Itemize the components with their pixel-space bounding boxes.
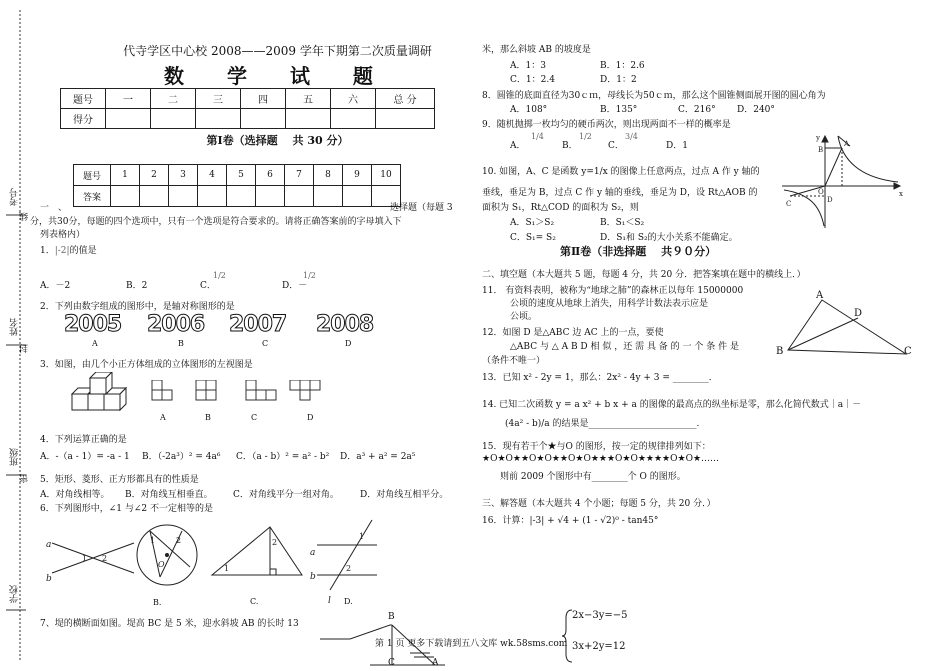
- answer-input-cell[interactable]: [111, 186, 140, 207]
- q2-logo-a: 2005: [64, 312, 122, 337]
- exam-subject: 数 学 试 题: [164, 64, 391, 88]
- part1-lead-d: 列表格内）: [40, 230, 86, 240]
- q1-option-b: B．2: [126, 281, 148, 291]
- q1-expr: |-2|: [54, 246, 70, 256]
- q3-label-a: A: [160, 413, 166, 422]
- label-mi: 密: [20, 474, 30, 483]
- score-cell: 三: [196, 89, 241, 109]
- q10-line1: 10. 如图，A、C 是函数 y=1/x 的图像上任意两点，过点 A 作 y 轴的: [482, 167, 760, 177]
- q15-line-b: ★O★O★★O★O★★O★O★★★O★O★★★★O★O★……: [482, 454, 720, 464]
- q10-option-c: C．S₁= S₂: [510, 233, 556, 243]
- svg-text:C: C: [786, 200, 792, 208]
- answer-cell: 6: [256, 165, 285, 186]
- part1-lead-a: 一 、: [40, 203, 68, 213]
- part1-lead-b: 选择题（每题 3: [390, 203, 453, 213]
- score-cell: 二: [151, 89, 196, 109]
- page-footer: 第 1 页 更多下载请到五八文库 wk.58sms.com: [375, 639, 568, 649]
- answer-cell: 8: [314, 165, 343, 186]
- q12-fig-d: D: [854, 308, 863, 319]
- svg-text:l: l: [328, 596, 331, 606]
- q5-option-c: C．对角线平分一组对角。: [233, 490, 339, 500]
- score-cell: 一: [106, 89, 151, 109]
- svg-text:O: O: [158, 560, 165, 569]
- answer-cell: 9: [343, 165, 372, 186]
- q8-option-c: C．216°: [678, 105, 716, 115]
- answer-table-answer-row: [74, 186, 401, 207]
- q5-option-d: D．对角线互相平分。: [360, 490, 449, 500]
- part1-lead-c: 分，共30分，每题的四个选项中，只有一个选项是符合要求的。请将正确答案前的字母填入下: [30, 217, 402, 227]
- q2-label-b: B: [178, 339, 184, 348]
- q7-option-d: D．1：2: [600, 75, 637, 85]
- q1-option-c-frac: 1/2: [213, 271, 226, 280]
- score-table-header-row: [61, 89, 435, 109]
- q7-fig-b: B: [388, 612, 395, 622]
- q1-stem: [40, 243, 97, 256]
- q14-line-a: 14. 已知二次函数 y = a x² + b x + a 的图像的最高点的纵坐标是零，那么化简代数式｜a｜－: [482, 400, 862, 410]
- q2-label-c: C: [262, 339, 269, 348]
- q1-option-d-frac: 1/2: [303, 271, 316, 280]
- svg-text:A: A: [844, 140, 850, 148]
- q2-logo-b: 2006: [147, 312, 205, 337]
- q6-figures: [42, 515, 382, 610]
- q16: 16．计算：|-3| + √4 + (1 - √2)⁰ - tan45°: [482, 516, 659, 526]
- q1-number: 1．: [40, 246, 55, 256]
- part3-lead: 三、解答题（本大题共 4 个小题；每题 5 分，共 20 分．）: [482, 499, 716, 509]
- equation-2: 3x+2y=12: [572, 641, 626, 652]
- q13: 13．已知 x² - 2y = 1，那么：2x² - 4y + 3 = ________．: [482, 373, 718, 383]
- q3-label-b: B: [205, 413, 211, 422]
- svg-text:a: a: [46, 540, 52, 550]
- q3-view-options: [150, 380, 370, 410]
- equation-1: 2x−3y=−5: [572, 610, 628, 621]
- svg-text:y: y: [816, 134, 820, 142]
- q12-line-c: （条件不唯一）: [482, 356, 546, 366]
- answer-input-cell[interactable]: [198, 186, 227, 207]
- answer-input-cell[interactable]: [314, 186, 343, 207]
- answer-input-cell[interactable]: [169, 186, 198, 207]
- q10-option-d: D．S₁和 S₂的大小关系不能确定。: [600, 233, 738, 243]
- score-input-cell[interactable]: [376, 109, 435, 129]
- q8-option-d: D．240°: [737, 105, 775, 115]
- q1-option-c: C．: [200, 281, 216, 291]
- label-xuexiao: 学校: [10, 585, 20, 603]
- q2-stem: 2．下列由数字组成的图形中，是轴对称图形的是: [40, 302, 235, 312]
- label-feng: 封: [20, 344, 30, 353]
- q8-stem: 8．圆锥的底面直径为30ｃｍ，母线长为50ｃｍ，那么这个圆锥侧面展开图的圆心角为: [482, 91, 826, 101]
- q10-hyperbola-figure: [780, 130, 908, 230]
- q2-label-a: A: [92, 339, 98, 348]
- svg-text:b: b: [46, 574, 52, 584]
- q9-option-d: D．1: [666, 141, 688, 151]
- part2-lead: 二、填空题（本大题共 5 题，每题 4 分，共 20 分．把答案填在题中的横线上．）: [482, 270, 806, 280]
- q4-option-d: D．a³ + a² = 2a⁵: [340, 452, 416, 462]
- answer-input-cell[interactable]: [285, 186, 314, 207]
- q7-option-b: B．1：2.6: [600, 61, 645, 71]
- q15-line-a: 15．现有若干个★与O 的图形，按一定的规律排列如下：: [482, 442, 711, 452]
- score-input-cell[interactable]: [196, 109, 241, 129]
- q10-option-b: B．S₁＜S₂: [600, 218, 645, 228]
- answer-input-cell[interactable]: [227, 186, 256, 207]
- q9-option-b-frac: 1/2: [579, 132, 592, 141]
- answer-cell: 3: [169, 165, 198, 186]
- svg-text:b: b: [310, 572, 316, 582]
- score-cell: 得分: [61, 109, 106, 129]
- section2-title: 第Ⅱ卷（非选择题 共９０分）: [560, 245, 717, 258]
- answer-cell: 4: [198, 165, 227, 186]
- q10-line2: 垂线，垂足为 B，过点 C 作 y 轴的垂线，垂足为 D，设 Rt△AOB 的: [482, 188, 758, 198]
- q12-line-b: △ABC 与 △ A B D 相 似 ，还 需 具 备 的 一 个 条 件 是: [510, 342, 739, 352]
- answer-table: [73, 164, 401, 207]
- q9-stem: 9．随机抛掷一枚均匀的硬币两次，则出现两面不一样的概率是: [482, 120, 731, 130]
- svg-text:1: 1: [82, 554, 88, 563]
- q5-stem: 5．矩形、菱形、正方形都具有的性质是: [40, 475, 199, 485]
- score-cell: 题号: [61, 89, 106, 109]
- score-cell: 六: [331, 89, 376, 109]
- section1-title: 第Ⅰ卷（选择题 共 30 分）: [206, 134, 349, 147]
- q2-label-d: D: [345, 339, 352, 348]
- q9-option-a-frac: 1/4: [531, 132, 544, 141]
- q9-option-c: C．: [608, 141, 624, 151]
- score-input-cell[interactable]: [286, 109, 331, 129]
- answer-table-number-row: [74, 165, 401, 186]
- q10-line3: 面积为 S₁，Rt△COD 的面积为 S₂，则: [482, 203, 639, 213]
- svg-text:1: 1: [359, 532, 365, 541]
- svg-text:2: 2: [102, 554, 108, 563]
- score-table-score-row: [61, 109, 435, 129]
- q7-option-a: A．1：3: [510, 61, 546, 71]
- q6-stem: 6．下列图形中，∠1 与∠2 不一定相等的是: [40, 504, 213, 514]
- q3-label-d: D: [307, 413, 314, 422]
- answer-cell: 2: [140, 165, 169, 186]
- answer-input-cell[interactable]: [140, 186, 169, 207]
- svg-text:O: O: [818, 188, 824, 196]
- q12-triangle-figure: [780, 292, 920, 364]
- q11-line-a: 11． 有资料表明，被称为“地球之肺”的森林正以每年 15000000: [482, 286, 744, 296]
- q12-fig-c: C: [904, 346, 912, 357]
- answer-cell: 5: [227, 165, 256, 186]
- q3-label-c: C: [251, 413, 258, 422]
- label-xingming: 姓名: [10, 318, 20, 336]
- label-banji: 班级: [10, 448, 20, 466]
- q5-option-b: B．对角线互相垂直。: [125, 490, 213, 500]
- answer-input-cell[interactable]: [343, 186, 372, 207]
- q14-line-b: (4a² - b)/a 的结果是________________________.: [505, 419, 700, 429]
- q12-fig-a: A: [816, 290, 824, 301]
- q6-label-c: C.: [250, 597, 259, 606]
- q8-option-b: B．135°: [600, 105, 638, 115]
- q4-option-a: A．-（a - 1）= -a - 1: [40, 452, 130, 462]
- q11-line-c: 公顷。: [510, 312, 538, 322]
- q9-option-b: B．: [562, 141, 578, 151]
- svg-text:x: x: [899, 190, 903, 198]
- q9-option-a: A．: [510, 141, 526, 151]
- svg-text:a: a: [310, 548, 316, 558]
- answer-cell: 题号: [74, 165, 111, 186]
- q11-line-b: 公顷的速度从地球上消失，用科学计数法表示应是: [510, 299, 709, 309]
- svg-text:B: B: [818, 146, 824, 154]
- q2-logo-c: 2007: [229, 312, 287, 337]
- answer-cell: 10: [372, 165, 401, 186]
- q7-fig-a: A: [432, 658, 439, 668]
- q15-line-c: 则前 2009 个图形中有________个 O 的图形。: [500, 472, 686, 482]
- answer-cell: 7: [285, 165, 314, 186]
- score-input-cell[interactable]: [151, 109, 196, 129]
- svg-text:1: 1: [150, 536, 156, 545]
- q7-stem: 7、堤的横断面如图。堤高 BC 是 5 米，迎水斜坡 AB 的长时 13: [40, 619, 299, 629]
- svg-text:2: 2: [346, 564, 352, 573]
- q7-fig-c: C: [388, 658, 395, 668]
- q7-cont: 米，那么斜坡 AB 的坡度是: [482, 45, 591, 55]
- q6-label-d: D.: [344, 597, 353, 606]
- answer-cell: 答案: [74, 186, 111, 207]
- exam-title: 代寺学区中心校 2008——2009 学年下期第二次质量调研: [123, 44, 432, 58]
- q1-tail: 的值是: [69, 246, 97, 256]
- q6-label-b: B.: [153, 598, 162, 607]
- answer-cell: 1: [111, 165, 140, 186]
- score-table: [60, 88, 435, 129]
- binding-margin: [0, 0, 30, 671]
- score-cell: 总 分: [376, 89, 435, 109]
- label-xian: 线: [20, 212, 30, 221]
- q12-fig-b: B: [776, 346, 784, 357]
- score-cell: 五: [286, 89, 331, 109]
- q3-stem: 3．如图，由几个小正方体组成的立体图形的左视图是: [40, 360, 253, 370]
- q7-option-c: C．1：2.4: [510, 75, 555, 85]
- q1-option-d: D．－: [282, 281, 308, 291]
- q4-option-b: B．（-2a³）² = 4a⁶: [142, 452, 221, 462]
- q1-option-a: A．－2: [40, 281, 71, 291]
- score-input-cell[interactable]: [106, 109, 151, 129]
- q4-option-c: C．（a - b）² = a² - b²: [236, 452, 330, 462]
- q3-cube-figure: [68, 372, 148, 416]
- q9-option-c-frac: 3/4: [625, 132, 638, 141]
- score-cell: 四: [241, 89, 286, 109]
- svg-text:2: 2: [272, 538, 278, 547]
- q10-option-a: A．S₁＞S₂: [510, 218, 555, 228]
- svg-text:2: 2: [176, 536, 182, 545]
- q4-stem: 4．下列运算正确的是: [40, 435, 127, 445]
- score-input-cell[interactable]: [241, 109, 286, 129]
- svg-text:1: 1: [224, 564, 230, 573]
- score-input-cell[interactable]: [331, 109, 376, 129]
- label-kaohao: 考号: [10, 188, 20, 206]
- answer-input-cell[interactable]: [256, 186, 285, 207]
- q12-line-a: 12．如图 D 是△ABC 边 AC 上的一点，要使: [482, 328, 664, 338]
- q5-option-a: A．对角线相等。: [40, 490, 110, 500]
- q2-logo-d: 2008: [316, 312, 374, 337]
- svg-text:D: D: [827, 196, 833, 204]
- q8-option-a: A．108°: [510, 105, 548, 115]
